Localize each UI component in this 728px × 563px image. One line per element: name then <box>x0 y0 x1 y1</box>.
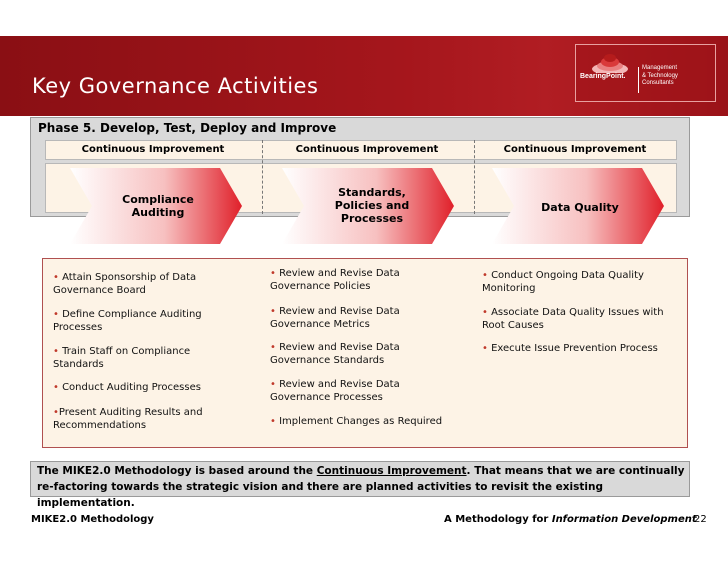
task-text: Standards <box>53 359 104 370</box>
footer-right-prefix: A Methodology for <box>444 514 552 525</box>
task-text: Train Staff on Compliance <box>62 346 191 357</box>
page-number: 22 <box>694 514 707 525</box>
activity-label-line: Processes <box>340 212 404 225</box>
phase-title: Phase 5. Develop, Test, Deploy and Improve <box>38 121 337 135</box>
slide-title: Key Governance Activities <box>32 74 319 98</box>
bullet-icon: • <box>482 270 492 281</box>
bullet-icon: • <box>53 407 59 418</box>
task-text: Execute Issue Prevention Process <box>491 343 658 354</box>
logo-name: BearingPoint. <box>580 73 626 80</box>
task-item <box>53 381 201 394</box>
bullet-icon: • <box>270 416 280 427</box>
task-text: Governance Standards <box>270 355 385 366</box>
bullet-icon: • <box>482 307 492 318</box>
task-text: Define Compliance Auditing <box>62 309 202 320</box>
bullet-icon: • <box>270 342 280 353</box>
task-item <box>270 415 442 428</box>
column-divider <box>474 140 475 214</box>
logo-tagline-line: Management <box>642 65 678 71</box>
column-divider <box>262 140 263 214</box>
task-item <box>270 267 400 293</box>
activity-label-line: Standards, <box>338 186 406 199</box>
task-text: Present Auditing Results and <box>58 407 203 418</box>
task-item <box>53 271 196 297</box>
task-text: Conduct Ongoing Data Quality <box>491 270 644 281</box>
task-item <box>482 342 658 355</box>
column-header: Continuous Improvement <box>503 144 647 155</box>
activity-label-line: Auditing <box>131 206 185 219</box>
activity-label <box>322 186 422 225</box>
footer-right-italic: Information Development <box>551 514 697 525</box>
task-text: Governance Processes <box>270 392 383 403</box>
activity-label <box>108 193 208 219</box>
task-text: Review and Revise Data <box>279 268 400 279</box>
bullet-icon: • <box>53 309 63 320</box>
activity-label-line: Compliance <box>122 193 194 206</box>
column-header: Continuous Improvement <box>295 144 439 155</box>
logo-tagline-line: Consultants <box>642 80 674 86</box>
task-text: Root Causes <box>482 320 544 331</box>
task-text: Governance Policies <box>270 281 371 292</box>
note-text: . That means that we are continually re-factoring towards the strategic vision and there are planned activities to revisit the existing implementation. <box>37 465 685 509</box>
continuous-improvement-link[interactable]: Continuous Improvement <box>316 465 467 477</box>
bullet-icon: • <box>53 382 63 393</box>
task-text: Review and Revise Data <box>279 306 400 317</box>
task-item <box>270 341 400 367</box>
task-text: Review and Revise Data <box>279 342 400 353</box>
activity-label <box>530 201 630 214</box>
logo-tagline <box>642 65 678 88</box>
task-item <box>53 406 203 432</box>
bullet-icon: • <box>53 346 63 357</box>
task-item <box>482 306 664 332</box>
task-item <box>270 378 400 404</box>
task-item <box>270 305 400 331</box>
task-text: Recommendations <box>53 420 147 431</box>
activity-label-line: Data Quality <box>541 201 619 214</box>
activity-label-line: Policies and <box>334 199 410 212</box>
task-item <box>53 345 190 371</box>
bullet-icon: • <box>270 268 280 279</box>
task-text: Monitoring <box>482 283 536 294</box>
footer-left: MIKE2.0 Methodology <box>31 514 154 525</box>
logo-mark-icon <box>591 49 629 73</box>
bullet-icon: • <box>482 343 492 354</box>
logo-tagline-line: & Technology <box>642 72 678 79</box>
column-header: Continuous Improvement <box>81 144 225 155</box>
task-text: Governance Board <box>53 285 146 296</box>
task-text: Attain Sponsorship of Data <box>62 272 197 283</box>
methodology-note <box>37 463 687 511</box>
bullet-icon: • <box>270 379 280 390</box>
task-text: Review and Revise Data <box>279 379 400 390</box>
task-text: Implement Changes as Required <box>279 416 443 427</box>
task-text: Governance Metrics <box>270 319 370 330</box>
task-item <box>482 269 644 295</box>
task-text: Associate Data Quality Issues with <box>491 307 664 318</box>
logo-divider <box>638 67 639 93</box>
company-logo <box>575 44 716 102</box>
task-text: Processes <box>53 322 103 333</box>
bullet-icon: • <box>270 306 280 317</box>
bullet-icon: • <box>53 272 63 283</box>
task-text: Conduct Auditing Processes <box>62 382 201 393</box>
footer-right <box>444 514 697 525</box>
note-text: The MIKE2.0 Methodology is based around the <box>37 465 317 477</box>
task-item <box>53 308 202 334</box>
